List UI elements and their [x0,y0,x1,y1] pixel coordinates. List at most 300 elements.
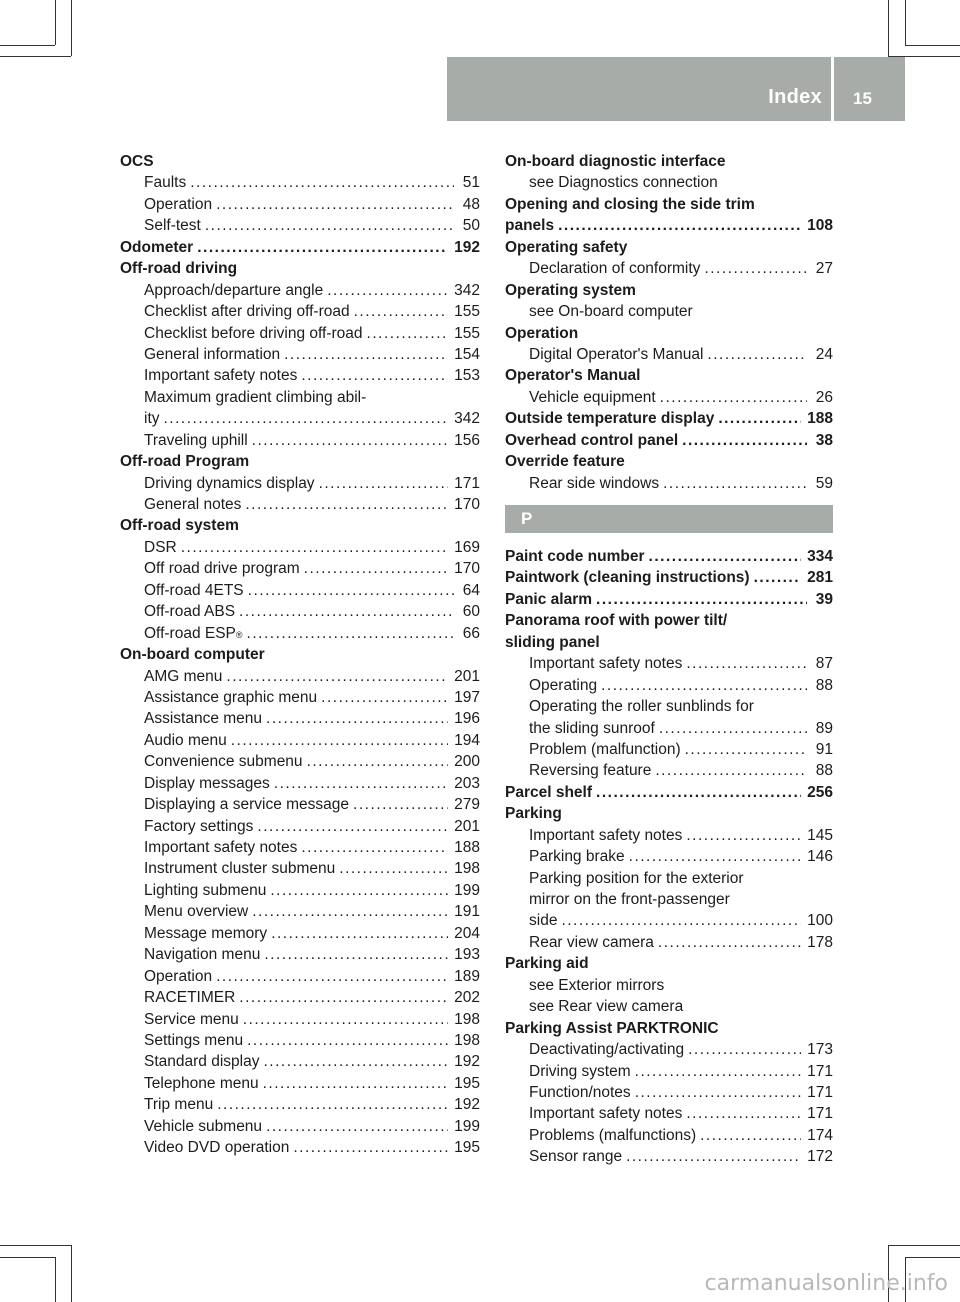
index-subentry [505,975,833,996]
page-reference: 50 [462,217,480,235]
page-reference: 281 [807,569,833,587]
page-reference: 201 [454,667,480,685]
entry-text: Declaration of conformity [529,260,701,278]
index-subentry[interactable] [120,858,480,879]
page-reference: 191 [454,903,480,921]
entry-text: Operating [529,676,598,694]
entry-text: Off-road system [120,517,239,535]
entry-text: Traveling uphill [144,431,248,449]
leader-dots [264,944,448,965]
entry-text: the sliding sunroof [529,719,655,737]
entry-text: Audio menu [144,731,227,749]
entry-text: Parking [505,805,562,823]
index-subentry[interactable] [120,494,480,515]
entry-text: Factory settings [144,817,254,835]
index-entry [120,451,480,472]
index-subentry[interactable] [505,344,833,365]
index-entry [120,151,480,172]
index-subentry[interactable] [120,194,480,215]
page-reference: 192 [454,238,480,256]
index-subentry[interactable] [120,301,480,322]
leader-dots [248,580,454,601]
index-subentry[interactable] [120,172,480,193]
leader-dots [686,825,801,846]
index-entry [505,803,833,824]
page-reference: 89 [815,719,833,737]
entry-text: Assistance graphic menu [144,688,318,706]
page-number: 15 [853,89,872,108]
index-entry [505,451,833,472]
index-subentry[interactable] [120,944,480,965]
entry-text: Important safety notes [529,1105,683,1123]
leader-dots [181,537,448,558]
leader-dots [635,1061,801,1082]
entry-text: Off road drive program [144,560,300,578]
leader-dots [367,323,449,344]
index-subentry[interactable] [120,558,480,579]
entry-text: Important safety notes [529,655,683,673]
index-subentry[interactable] [505,1146,833,1167]
page-reference: 199 [454,881,480,899]
entry-text: Maximum gradient climbing abil- [144,388,367,406]
page-reference: 154 [454,345,480,363]
leader-dots [688,1039,801,1060]
leader-dots [263,1051,448,1072]
entry-text: Vehicle equipment [529,388,656,406]
leader-dots [339,858,448,879]
leader-dots [252,901,448,922]
crop-mark [0,45,55,46]
leader-dots [247,623,454,644]
page-reference: 194 [454,731,480,749]
page-reference: 173 [807,1041,833,1059]
index-subentry[interactable] [120,365,480,386]
crop-mark [71,1245,72,1302]
entry-text: Override feature [505,453,625,471]
index-entry[interactable] [505,430,833,451]
header-divider [831,57,834,121]
page-reference: 192 [454,1096,480,1114]
leader-dots [596,589,807,610]
page-reference: 153 [454,367,480,385]
crop-mark [0,1257,55,1258]
page-reference: 198 [454,1031,480,1049]
index-subentry[interactable] [120,966,480,987]
crop-mark [888,1245,960,1246]
leader-dots [216,966,448,987]
leader-dots [686,1103,801,1124]
leader-dots [205,215,454,236]
leader-dots [301,837,448,858]
page-reference: 88 [815,762,833,780]
leader-dots [655,760,807,781]
entry-text: Important safety notes [144,839,298,856]
index-entry[interactable] [505,782,833,803]
page-reference: 178 [807,933,833,951]
crop-mark [55,1257,56,1302]
index-subentry[interactable] [505,739,833,760]
leader-dots [266,708,448,729]
crop-mark [71,0,72,56]
index-subentry[interactable] [505,910,833,931]
leader-dots [327,280,448,301]
page-reference: 202 [454,989,480,1007]
index-subentry[interactable] [120,773,480,794]
index-subentry[interactable] [120,1009,480,1030]
page-reference: 203 [454,774,480,792]
leader-dots [270,880,448,901]
page-reference: 51 [462,174,480,192]
entry-text: Parking Assist PARKTRONIC [505,1019,719,1037]
entry-text: Function/notes [529,1083,631,1101]
page-reference: 342 [454,410,480,428]
index-entry[interactable] [505,589,833,610]
entry-text: Rear view camera [529,933,654,951]
index-entry[interactable] [505,546,833,567]
index-subentry[interactable] [120,751,480,772]
index-entry[interactable] [505,567,833,588]
entry-text: Odometer [120,238,194,256]
index-entry[interactable] [505,408,833,429]
entry-text: Panic alarm [505,590,593,608]
page-reference: 170 [454,496,480,513]
index-subentry[interactable] [120,537,480,558]
entry-text: Rear side windows [529,474,660,492]
page-reference: 146 [807,848,833,866]
page-reference: 197 [454,688,480,706]
entry-text: Displaying a service message [144,796,350,814]
entry-text: Off-road 4ETS [144,581,244,599]
index-subentry[interactable] [120,901,480,922]
page-reference: 171 [807,1105,833,1123]
page-reference: 88 [815,676,833,694]
section-header-bar [505,505,833,533]
page-reference: 38 [815,431,833,449]
page-reference: 192 [454,1053,480,1071]
entry-text: Deactivating/activating [529,1041,685,1059]
entry-text: Approach/departure angle [144,281,324,299]
index-entry [505,280,833,301]
index-entry [505,323,833,344]
entry-text: Menu overview [144,903,249,921]
page-reference: 91 [815,740,833,758]
index-subentry[interactable] [505,1103,833,1124]
entry-text: panels [505,217,555,235]
index-entry[interactable] [120,237,480,258]
page-reference: 188 [807,410,833,428]
page-reference: 198 [454,1010,480,1028]
index-entry [505,365,833,386]
index-subentry [505,696,833,717]
leader-dots [685,739,807,760]
entry-text: Parking position for the exterior [529,869,744,887]
entry-text: Operating the roller sunblinds for [529,698,754,716]
index-column-right [505,151,833,1168]
index-subentry[interactable] [505,387,833,408]
index-subentry[interactable] [505,1125,833,1146]
leader-dots [217,1094,448,1115]
crop-mark [0,56,71,57]
entry-text: OCS [120,153,154,170]
index-subentry[interactable] [120,730,480,751]
page-reference: 171 [807,1062,833,1080]
index-entry [505,632,833,653]
index-entry [505,151,833,172]
entry-text: On-board diagnostic interface [505,153,726,170]
leader-dots [263,1073,449,1094]
index-subentry[interactable] [120,837,480,858]
entry-text: side [529,912,558,930]
entry-text: Parcel shelf [505,783,593,801]
index-subentry[interactable] [120,323,480,344]
page-reference: 66 [462,624,480,642]
index-subentry[interactable] [120,1051,480,1072]
index-subentry[interactable] [120,215,480,236]
index-entry[interactable] [505,215,833,236]
leader-dots [649,546,802,567]
index-subentry[interactable] [120,880,480,901]
leader-dots [252,430,448,451]
page-reference: 171 [807,1083,833,1101]
leader-dots [247,1030,448,1051]
leader-dots [660,387,807,408]
index-entry [505,953,833,974]
index-subentry[interactable] [120,430,480,451]
index-entry [505,194,833,215]
page-reference: 155 [454,324,480,342]
index-subentry[interactable] [120,923,480,944]
entry-text: Self-test [144,217,201,235]
entry-text: Operation [144,195,213,213]
leader-dots [301,365,448,386]
page-reference: 195 [454,1139,480,1157]
entry-text: see On-board computer [529,303,693,321]
entry-text: Faults [144,174,187,192]
leader-dots [663,473,807,494]
page-reference: 108 [807,217,833,235]
entry-text: AMG menu [144,667,223,685]
entry-text: Driving dynamics display [144,474,315,492]
page-reference: 39 [815,590,833,608]
leader-dots [239,601,454,622]
index-subentry[interactable] [505,653,833,674]
index-subentry[interactable] [505,825,833,846]
index-entry [120,644,480,665]
entry-text: Outside temperature display [505,410,715,428]
index-subentry [505,868,833,889]
entry-text: Convenience submenu [144,753,303,771]
entry-text: sliding panel [505,633,600,651]
entry-text: Panorama roof with power tilt/ [505,612,728,630]
page-reference: 201 [454,817,480,835]
crop-mark [55,0,56,45]
entry-text: Display messages [144,774,270,792]
index-subentry[interactable] [120,666,480,687]
index-subentry[interactable] [120,1094,480,1115]
page-reference: 24 [815,345,833,363]
index-subentry[interactable] [505,675,833,696]
page-reference: 100 [807,912,833,930]
section-letter: P [521,509,533,528]
entry-text: On-board computer [120,646,265,664]
leader-dots [601,675,807,696]
index-subentry[interactable] [505,1082,833,1103]
entry-text: Problem (malfunction) [529,740,681,758]
index-subentry[interactable] [505,258,833,279]
entry-text: Overhead control panel [505,431,679,449]
page-reference: 171 [454,474,480,492]
entry-text: Instrument cluster submenu [144,860,336,878]
index-subentry[interactable] [120,1137,480,1158]
entry-text: see Exterior mirrors [529,976,665,994]
index-subentry[interactable] [120,473,480,494]
entry-text: Operating system [505,281,636,299]
leader-dots [216,194,454,215]
index-subentry[interactable] [120,280,480,301]
crop-mark [905,0,906,45]
index-subentry[interactable] [120,708,480,729]
index-subentry[interactable] [505,1061,833,1082]
entry-text: Operation [144,967,213,985]
entry-text: Paintwork (cleaning instructions) [505,569,750,587]
index-subentry[interactable] [120,580,480,601]
index-subentry[interactable]: Off-road ESP ® ..... 66 [120,623,480,644]
crop-mark [905,45,960,46]
entry-text: Standard display [144,1053,260,1071]
index-subentry[interactable] [505,846,833,867]
index-subentry[interactable] [120,987,480,1008]
page-reference: 174 [807,1126,833,1144]
entry-text: mirror on the front-passenger [529,891,730,908]
leader-dots [197,237,448,258]
entry-text: Parking brake [529,848,625,866]
page-reference: 198 [454,860,480,878]
leader-dots [707,344,807,365]
entry-text: Opening and closing the side trim [505,195,755,213]
leader-dots [658,932,801,953]
entry-text: ity [144,410,160,428]
entry-text: Off-road Program [120,453,250,471]
page-reference: 60 [462,603,480,621]
leader-dots [754,567,802,588]
page-reference: 170 [454,560,480,578]
entry-text: Important safety notes [144,367,298,385]
leader-dots [321,687,448,708]
entry-text: Video DVD operation [144,1139,290,1157]
index-entry [505,1018,833,1039]
entry-text: DSR [144,538,177,556]
index-entry [120,258,480,279]
entry-text: Trip menu [144,1096,214,1114]
leader-dots [704,258,807,279]
index-subentry[interactable] [505,718,833,739]
index-subentry[interactable] [120,816,480,837]
leader-dots [245,494,448,515]
leader-dots [190,172,454,193]
entry-text: Problems (malfunctions) [529,1126,697,1144]
leader-dots [319,473,449,494]
entry-text: Message memory [144,924,268,942]
leader-dots [284,344,448,365]
index-subentry[interactable] [120,687,480,708]
page-reference: 188 [454,839,480,856]
leader-dots [231,730,448,751]
index-subentry [505,301,833,322]
index-subentry[interactable] [120,408,480,429]
index-subentry[interactable] [120,344,480,365]
page-reference: 59 [815,474,833,492]
page-reference: 195 [454,1074,480,1092]
page-reference: 64 [462,581,480,599]
leader-dots [257,816,448,837]
entry-text: Parking aid [505,955,589,973]
entry-text: Service menu [144,1010,239,1028]
entry-text: RACETIMER [144,989,236,1007]
index-subentry[interactable] [120,1116,480,1137]
entry-text: Driving system [529,1062,631,1080]
leader-dots [164,408,449,429]
entry-text: Vehicle submenu [144,1117,263,1135]
leader-dots [353,794,448,815]
entry-text: Settings menu [144,1031,244,1049]
index-subentry [505,889,833,910]
entry-text: Operation [505,324,579,342]
crop-mark [905,1257,960,1258]
index-entry [120,515,480,536]
entry-text: see Diagnostics connection [529,174,718,192]
page-reference: 156 [454,431,480,449]
page-reference: 200 [454,753,480,771]
entry-text: Operator's Manual [505,367,641,385]
index-subentry[interactable] [505,932,833,953]
page-reference: 172 [807,1148,833,1166]
index-subentry[interactable] [505,1039,833,1060]
index-subentry[interactable] [120,601,480,622]
page-reference: 342 [454,281,480,299]
header-bar [447,57,905,121]
leader-dots [718,408,801,429]
leader-dots [266,1116,448,1137]
index-subentry[interactable] [120,794,480,815]
page-reference: 87 [815,655,833,673]
leader-dots [239,987,448,1008]
leader-dots [686,653,807,674]
page-reference: 48 [462,195,480,213]
watermark: carmanualsonline.info [704,1271,948,1296]
leader-dots [293,1137,448,1158]
index-subentry[interactable] [120,1030,480,1051]
page-reference: 196 [454,710,480,728]
leader-dots [304,558,448,579]
leader-dots [629,846,801,867]
index-subentry[interactable] [505,760,833,781]
index-subentry[interactable] [120,1073,480,1094]
entry-text: Digital Operator's Manual [529,345,704,363]
page-reference: 26 [815,388,833,406]
crop-mark [0,1245,71,1246]
index-entry [505,610,833,631]
entry-text: Telephone menu [144,1074,259,1092]
index-subentry[interactable] [505,473,833,494]
page-reference: 199 [454,1117,480,1135]
page-reference: 279 [454,796,480,814]
leader-dots [271,923,448,944]
entry-text: Sensor range [529,1148,623,1166]
leader-dots [558,215,801,236]
leader-dots [682,430,807,451]
leader-dots [700,1125,801,1146]
leader-dots [626,1146,801,1167]
